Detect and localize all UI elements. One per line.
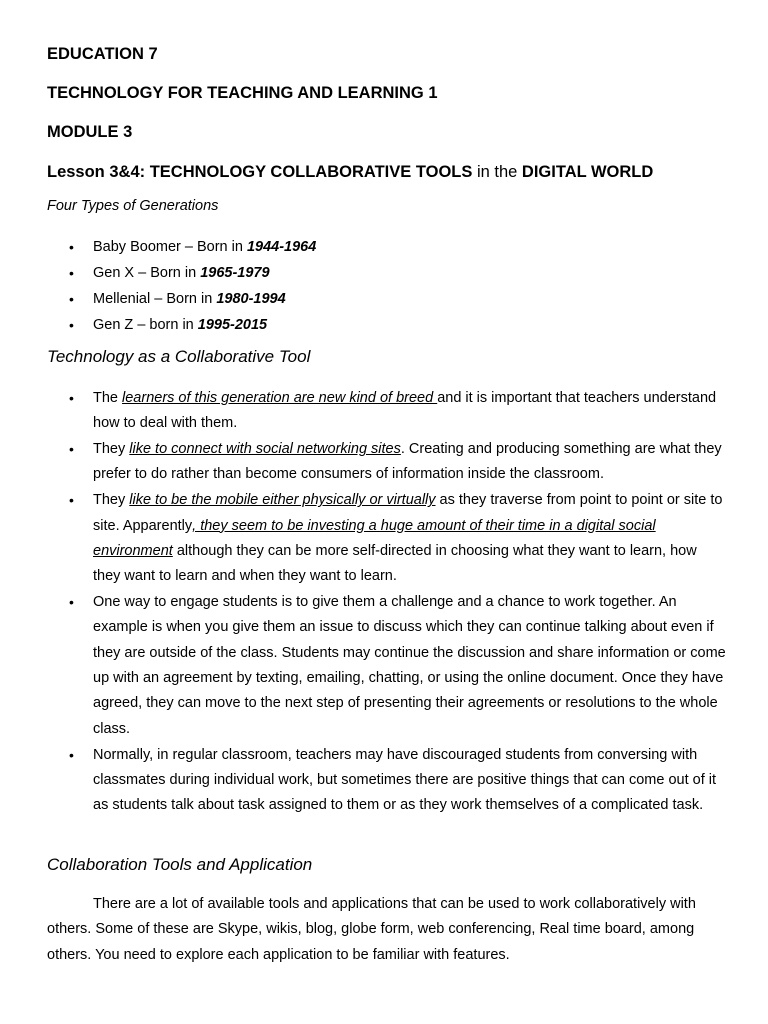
generation-label: Gen Z – born in <box>93 317 198 333</box>
generations-title: Four Types of Generations <box>47 198 219 214</box>
generation-years: 1995-2015 <box>197 317 268 333</box>
generation-years: 1965-1979 <box>200 265 270 281</box>
apps-paragraph: There are a lot of available tools and applications that can be used to work collaboratively with others. Some of these are Skype, wikis, blog, globe form, web conferencing, Real time board, among others. You need to explore each application to be familiar with features. <box>47 896 696 963</box>
list-item <box>47 312 727 338</box>
text: although they can be more self-directed in choosing what they want to learn, how they want to learn and when they want to learn. <box>93 542 697 585</box>
list-item <box>47 386 727 437</box>
list-item <box>47 234 727 260</box>
list-item: • Normally, in regular classroom, teachers may have discouraged students from conversing with classmates during individual work, but sometimes there are positive things that can come out of it as students talk about task assigned to them or as they work themselves of a complicated task. <box>47 743 727 819</box>
list-item: • One way to engage students is to give them a challenge and a chance to work together. An example is when you give them an issue to discuss which they can continue talking about even if they are outside of the class. Students may continue the discussion and share information or come up with an agreement by texting, emailing, chatting, or using the online document. Once they have agreed, they can move to the next step of presenting their agreements or resolutions to the whole class. <box>47 590 727 742</box>
text: They <box>93 441 130 458</box>
generation-label: Gen X – Born in <box>93 265 201 281</box>
text: . Creating and producing something are what they prefer to do rather than become consumers of information inside the classroom. <box>93 441 722 483</box>
collaborative-tool-list <box>47 386 727 819</box>
generations-list <box>47 234 727 338</box>
lesson-heading-suffix: DIGITAL WORLD <box>517 163 654 181</box>
text: The <box>93 390 123 406</box>
generation-label: Mellenial – Born in <box>93 291 217 307</box>
generation-years: 1944-1964 <box>246 239 317 255</box>
generation-years: 1980-1994 <box>216 291 286 307</box>
list-item <box>47 260 727 286</box>
list-item <box>47 286 727 312</box>
apps-title: Collaboration Tools and Application <box>47 855 313 874</box>
collaborative-tool-title: Technology as a Collaborative Tool <box>47 347 311 366</box>
list-item <box>47 437 727 488</box>
text: They <box>93 492 130 509</box>
subject-heading: TECHNOLOGY FOR TEACHING AND LEARNING 1 <box>47 84 438 102</box>
generation-label: Baby Boomer – Born in <box>93 239 247 255</box>
lesson-heading <box>47 160 653 184</box>
text: and it is important that teachers understand how to deal with them. <box>93 390 717 432</box>
lesson-heading-mid: in the <box>476 163 518 181</box>
course-heading: EDUCATION 7 <box>47 45 158 63</box>
text: as they traverse from point to point or site to site. Apparently <box>93 492 723 534</box>
underlined-text: like to be the mobile either physically or virtually <box>129 492 436 509</box>
module-heading: MODULE 3 <box>47 123 133 141</box>
underlined-text: like to connect with social networking sites <box>129 441 401 458</box>
underlined-text: , they seem to be investing a huge amount of their time in a digital social environment <box>93 517 656 559</box>
underlined-text: learners of this generation are new kind of breed <box>122 390 438 406</box>
list-item <box>47 488 727 589</box>
lesson-heading-prefix: Lesson 3&4: TECHNOLOGY COLLABORATIVE TOOLS <box>47 163 477 181</box>
